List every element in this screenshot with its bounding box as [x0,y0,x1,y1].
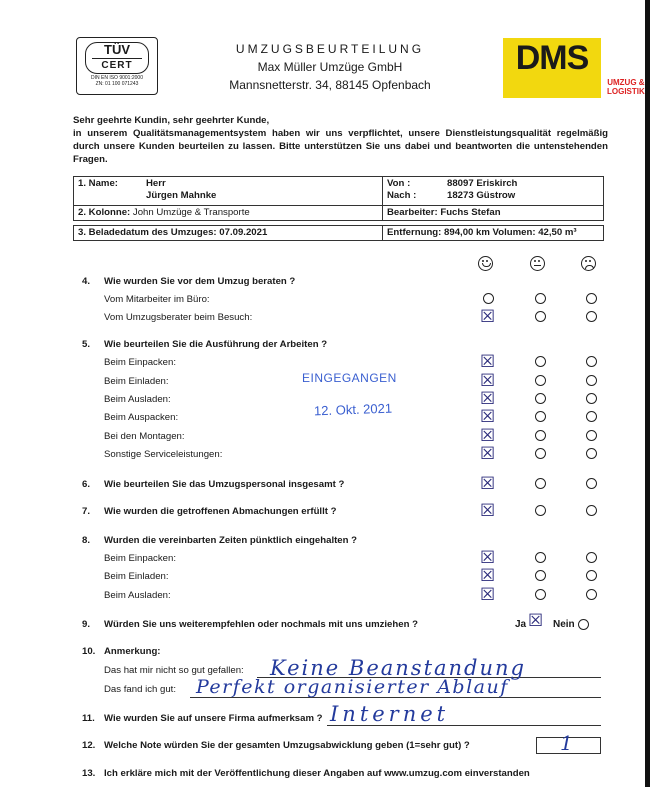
rating-option[interactable] [535,311,546,322]
rating-option[interactable] [535,430,546,441]
von-label: Von : [387,178,411,189]
q12-answer: 1 [560,731,573,755]
q9-number: 9. [82,619,91,630]
rating-checked[interactable]: ☒ [480,566,496,586]
rating-option[interactable] [586,505,597,516]
rating-option[interactable] [586,311,597,322]
name-line2: Jürgen Mahnke [146,190,217,201]
rating-option[interactable] [586,375,597,386]
neutral-face-icon [530,256,545,271]
rating-option[interactable] [535,478,546,489]
q12-number: 12. [82,740,96,751]
rating-checked[interactable]: ☒ [480,389,496,409]
q6-number: 6. [82,479,91,490]
tuv-logo-mark [85,42,149,74]
q5-number: 5. [82,339,91,350]
dms-logo-text: DMS [515,39,589,77]
q10-number: 10. [82,646,96,657]
q7-number: 7. [82,506,91,517]
rating-option[interactable] [586,356,597,367]
rating-option[interactable] [586,570,597,581]
q10a-label: Das hat mir nicht so gut gefallen: [104,665,244,676]
q9-ja-checked[interactable]: ☒ [528,611,544,631]
q6-text: Wie beurteilen Sie das Umzugspersonal insgesamt ? [104,479,345,490]
rating-checked[interactable]: ☒ [480,474,496,494]
bearbeiter-value: Fuchs Stefan [440,207,501,218]
rating-checked[interactable]: ☒ [480,444,496,464]
rating-checked[interactable]: ☒ [480,352,496,372]
name-label: 1. Name: [78,178,118,189]
rating-checked[interactable]: ☒ [480,371,496,391]
q12-text: Welche Note würden Sie der gesamten Umzugsabwicklung geben (1=sehr gut) ? [104,740,470,751]
greeting: Sehr geehrte Kundin, sehr geehrter Kunde, [73,115,270,126]
rating-option[interactable] [586,430,597,441]
q5d-label: Beim Auspacken: [104,412,179,423]
rating-option[interactable] [535,589,546,600]
beladedatum: 3. Beladedatum des Umzuges: 07.09.2021 [74,226,383,241]
q5e-label: Bei den Montagen: [104,431,185,442]
rating-option[interactable] [586,293,597,304]
q11-answer[interactable]: Internet [330,702,450,726]
q9-text: Würden Sie uns weiterempfehlen oder nochmals mit uns umziehen ? [104,619,418,630]
q5a-label: Beim Einpacken: [104,357,176,368]
kolonne-value: John Umzüge & Transporte [132,207,250,218]
rating-option[interactable] [535,448,546,459]
intro-text [73,114,608,166]
q5b-label: Beim Einladen: [104,376,169,387]
q10b-label: Das fand ich gut: [104,684,176,695]
q11-number: 11. [82,713,95,724]
q13-text: Ich erkläre mich mit der Veröffentlichung dieser Angaben auf www.umzug.com einverstanden [104,768,530,779]
received-stamp-date: 12. Okt. 2021 [313,400,393,419]
dms-logo [503,38,645,98]
route-cell [383,177,604,206]
q8a-label: Beim Einpacken: [104,553,176,564]
q8c-label: Beim Ausladen: [104,590,171,601]
rating-option[interactable] [586,478,597,489]
rating-option[interactable] [535,411,546,422]
tuv-cert-number: DIN EN ISO 9001:2000 ZN: 01 100 071243 [91,75,143,87]
rating-option[interactable] [535,393,546,404]
q9-ja-label: Ja [515,619,527,630]
q9-nein-option[interactable] [578,619,589,630]
q4a-label: Vom Mitarbeiter im Büro: [104,294,210,305]
rating-option[interactable] [535,505,546,516]
entfernung-volumen: Entfernung: 894,00 km Volumen: 42,50 m³ [383,226,604,241]
rating-checked[interactable]: ☒ [480,585,496,605]
nach-value: 18273 Güstrow [447,190,516,201]
q4b-label: Vom Umzugsberater beim Besuch: [104,312,253,323]
rating-checked[interactable]: ☒ [480,501,496,521]
bearbeiter-label: Bearbeiter: [387,207,438,218]
rating-option[interactable] [586,393,597,404]
q7-text: Wie wurden die getroffenen Abmachungen erfüllt ? [104,506,337,517]
rating-checked[interactable]: ☒ [480,407,496,427]
customer-info-table [73,176,604,241]
kolonne-label: 2. Kolonne: [78,207,131,218]
tuv-text: TÜV [104,42,130,57]
rating-option[interactable] [535,293,546,304]
q8-number: 8. [82,535,91,546]
intro-paragraph: in unserem Qualitätsmanagementsystem haben wir uns verpflichtet, unsere Dienstleistungsqualität regelmäßig durch unsere Kunden beurteilen zu lassen. Bitte unterstützen Sie uns dabei und beantworten die untenstehenden Fragen. [73,128,608,165]
rating-option[interactable] [586,411,597,422]
dms-logo-subtext: UMZUG & LOGISTIK [607,78,645,96]
company-name: Max Müller Umzüge GmbH [257,60,403,74]
kolonne-cell [74,206,383,221]
bearbeiter-cell [383,206,604,221]
document-title-block [180,40,480,94]
rating-option[interactable] [535,375,546,386]
q10b-answer[interactable]: Perfekt organisierter Ablauf [196,676,509,698]
nach-label: Nach : [387,190,417,201]
q10-text: Anmerkung: [104,646,161,657]
von-value: 88097 Eriskirch [447,178,518,189]
tuv-sub: CERT [92,58,142,73]
q11-text: Wie wurden Sie auf unsere Firma aufmerksam ? [104,713,323,724]
q5f-label: Sonstige Serviceleistungen: [104,449,223,460]
q10a-answer[interactable]: Keine Beanstandung [270,656,526,680]
q4-number: 4. [82,276,91,287]
rating-option[interactable] [535,356,546,367]
rating-checked[interactable]: ☒ [480,307,496,327]
happy-face-icon [478,256,493,271]
q8b-label: Beim Einladen: [104,571,169,582]
name-cell [74,177,383,206]
page-edge [645,0,650,787]
sad-face-icon [581,256,596,271]
rating-option[interactable] [483,293,494,304]
rating-option[interactable] [535,570,546,581]
rating-checked[interactable]: ☒ [480,548,496,568]
company-address: Mannsnetterstr. 34, 88145 Opfenbach [229,78,431,92]
rating-option[interactable] [586,552,597,563]
name-line1: Herr [146,178,166,189]
rating-option[interactable] [586,448,597,459]
rating-checked[interactable]: ☒ [480,426,496,446]
document-title: UMZUGSBEURTEILUNG [235,42,425,56]
q5c-label: Beim Ausladen: [104,394,171,405]
q9-nein-label: Nein [553,619,575,630]
q8-text: Wurden die vereinbarten Zeiten pünktlich eingehalten ? [104,535,358,546]
q5-text: Wie beurteilen Sie die Ausführung der Arbeiten ? [104,339,328,350]
tuv-cert-logo [76,37,158,95]
rating-option[interactable] [535,552,546,563]
q13-number: 13. [82,768,96,779]
q4-text: Wie wurden Sie vor dem Umzug beraten ? [104,276,296,287]
rating-option[interactable] [586,589,597,600]
received-stamp: EINGEGANGEN [302,371,397,385]
